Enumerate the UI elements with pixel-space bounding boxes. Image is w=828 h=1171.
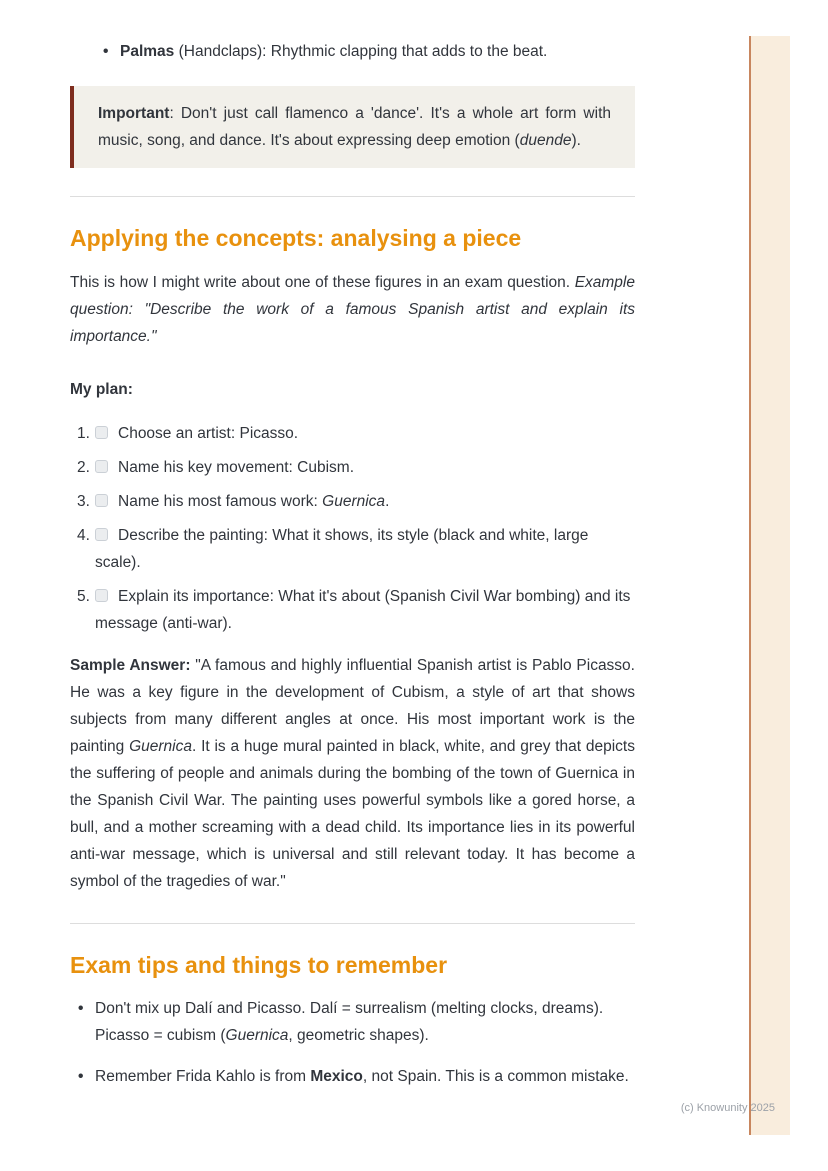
step-number: 4. <box>77 527 90 544</box>
step-number: 3. <box>77 493 90 510</box>
exam-tip-item <box>70 1063 635 1090</box>
step-checkbox[interactable] <box>95 494 108 507</box>
step-text: Explain its importance: What it's about (Spanish Civil War bombing) and its message (anti-war). <box>95 588 631 632</box>
list-item-text: Palmas (Handclaps): Rhythmic clapping that adds to the beat. <box>120 43 548 60</box>
plan-label: My plan: <box>70 381 133 398</box>
section-title-applying-concepts: Applying the concepts: analysing a piece <box>70 225 522 251</box>
copyright-footer: (c) Knowunity 2025 <box>680 1102 775 1114</box>
content-area <box>70 0 635 1104</box>
step-checkbox[interactable] <box>95 528 108 541</box>
section-divider <box>70 196 635 197</box>
plan-step <box>77 583 635 637</box>
exam-tip-text: Remember Frida Kahlo is from Mexico, not Spain. This is a common mistake. <box>95 1068 629 1085</box>
flamenco-elements-list <box>70 38 635 65</box>
plan-step <box>77 522 635 576</box>
step-text: Name his key movement: Cubism. <box>118 459 355 476</box>
callout-text: Important: Don't just call flamenco a 'dance'. It's a whole art form with music, song, and dance. It's about expressing deep emotion (duende). <box>98 105 611 149</box>
step-number: 2. <box>77 459 90 476</box>
exam-tips-list <box>70 995 635 1090</box>
step-number: 5. <box>77 588 90 605</box>
plan-step <box>77 454 635 481</box>
page-edge-strip <box>749 36 790 1135</box>
list-item <box>70 38 635 65</box>
important-callout <box>70 86 635 168</box>
plan-step <box>77 420 635 447</box>
section-divider <box>70 923 635 924</box>
sample-answer-paragraph: Sample Answer: "A famous and highly influential Spanish artist is Pablo Picasso. He was a key figure in the development of Cubism, a style of art that shows subjects from many different angles at once. His most important work is the painting Guernica. It is a huge mural painted in black, white, and grey that depicts the suffering of people and animals during the bombing of the town of Guernica in the Spanish Civil War. The painting uses powerful symbols like a gored horse, a bull, and a mother screaming with a dead child. Its importance lies in its powerful anti-war message, which is universal and still relevant today. It has become a symbol of the tragedies of war." <box>70 657 635 890</box>
step-text: Choose an artist: Picasso. <box>118 425 299 442</box>
step-text: Describe the painting: What it shows, its style (black and white, large scale). <box>95 527 589 571</box>
plan-steps-list <box>70 420 635 637</box>
step-checkbox[interactable] <box>95 426 108 439</box>
step-text: Name his most famous work: Guernica. <box>118 493 390 510</box>
plan-step <box>77 488 635 515</box>
exam-tip-item <box>70 995 635 1049</box>
exam-tip-text: Don't mix up Dalí and Picasso. Dalí = surrealism (melting clocks, dreams). Picasso = cubism (Guernica, geometric shapes). <box>95 1000 604 1044</box>
step-checkbox[interactable] <box>95 589 108 602</box>
step-number: 1. <box>77 425 90 442</box>
section-title-exam-tips: Exam tips and things to remember <box>70 952 448 978</box>
step-checkbox[interactable] <box>95 460 108 473</box>
intro-paragraph: This is how I might write about one of these figures in an exam question. Example question: "Describe the work of a famous Spanish artist and explain its importance." <box>70 274 635 345</box>
